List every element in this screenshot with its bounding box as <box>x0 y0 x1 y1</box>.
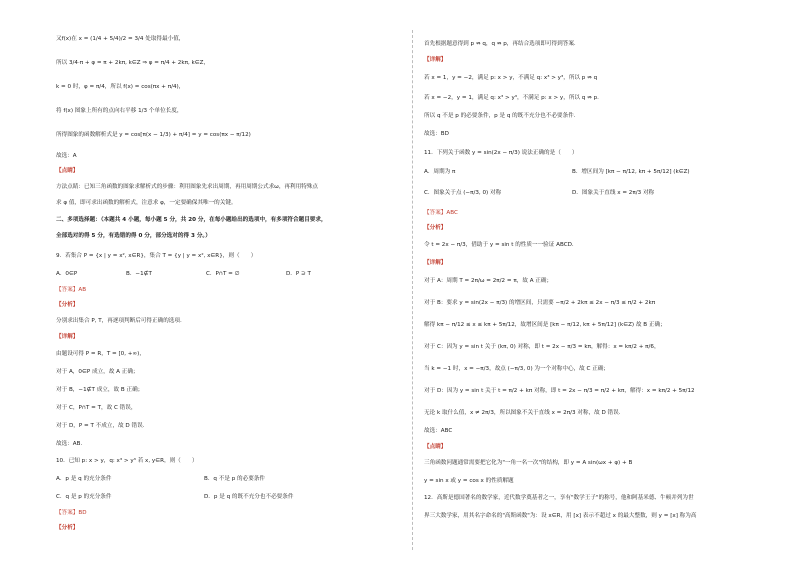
text-line: 令 t = 2x − π/3，借助于 y = sin t 的性质一一验证 ABCD. <box>424 242 574 248</box>
answer-tag: 【答案】ABC <box>424 210 458 216</box>
option-c: C．P∩T = ∅ <box>206 271 240 277</box>
text-line: 所以 q 不是 p 的必要条件，p 是 q 的既不充分也不必要条件. <box>424 113 576 119</box>
answer-tag: 【答案】BD <box>56 510 87 516</box>
text-line: 对于 D，P = T 不成立，故 D 错误. <box>56 423 145 429</box>
text-line: 将 f(x) 图象上所有的点向右平移 1/3 个单位长度， <box>56 108 183 114</box>
option-c: C．图象关于点 (−π/3, 0) 对称 <box>424 190 502 196</box>
section-tag-fenxi: 【分析】 <box>424 225 447 231</box>
section-tag-xiangjie: 【详解】 <box>56 334 79 340</box>
text-line: 故选：A <box>56 153 77 159</box>
q10-options-row2 <box>56 494 294 501</box>
text-line: k = 0 时，φ = π/4，所以 f(x) = cos(πx + π/4)， <box>56 84 185 90</box>
q9-options <box>56 271 311 278</box>
text-line: 方法点睛：已知三角函数的图象求解析式的步骤：利用图象先求出周期，再用周期公式求ω，再利用特殊点 <box>56 184 318 190</box>
section-tag-dianjing: 【点睛】 <box>56 168 79 174</box>
option-c: C．q 是 p 的充分条件 <box>56 494 112 500</box>
text-line: y = sin x 或 y = cos x 的性质解题 <box>424 478 514 484</box>
option-a: A．0∈P <box>56 271 78 277</box>
text-line: 对于 B：要求 y = sin(2x − π/3) 的增区间，只需要 −π/2 + 2kπ ≤ 2x − π/3 ≤ π/2 + 2kπ <box>424 300 656 306</box>
option-b: B．q 不是 p 的必要条件 <box>204 476 266 482</box>
text-line: 三角函数问题通常需要把它化为"一角一名一次"的结构，即 y = A sin(ωx + φ) + B <box>424 460 633 466</box>
text-line: 首先根据题意得到 p ⇏ q，q ⇏ p，再结合选项即可得到答案. <box>424 41 576 47</box>
text-line: 所得图象的函数解析式是 y = cos[π(x − 1/3) + π/4] = y = cos(πx − π/12) <box>56 132 251 138</box>
option-b: B．−1∉T <box>126 271 152 277</box>
q10-options-row1 <box>56 476 266 483</box>
text-line: 解得 kπ − π/12 ≤ x ≤ kπ + 5π/12，故增区间是 [kπ − π/12, kπ + 5π/12] (k∈Z) 故 B 正确； <box>424 322 666 328</box>
text-line: 分别求出集合 P, T，再逐项判断后可得正确的选项. <box>56 318 182 324</box>
section-tag-xiangjie: 【详解】 <box>424 57 447 63</box>
question-11: 11．下列关于函数 y = sin(2x − π/3) 说法正确的是（ ） <box>424 150 578 156</box>
text-line: 无论 k 取什么值，x ≠ 2π/3，所以图象不关于直线 x = 2π/3 对称，故 D 错误. <box>424 410 621 416</box>
question-12: 12．高斯是德国著名的数学家，近代数学奠基者之一，享有"数学王子"的称号，他和阿基米德、牛顿并列为世 <box>424 495 694 501</box>
section-heading-cont: 全部选对的得 5 分，有选错的得 0 分，部分选对的得 3 分。） <box>56 233 211 239</box>
option-d: D．P ⊇ T <box>286 271 311 277</box>
section-tag-fenxi: 【分析】 <box>56 525 79 531</box>
section-tag-dianjing: 【点睛】 <box>424 444 447 450</box>
text-line: 故选：BD <box>424 131 449 137</box>
text-line: 对于 A：周期 T = 2π/ω = 2π/2 = π，故 A 正确； <box>424 278 553 284</box>
text-line: 对于 C，P∩T = T，故 C 错误， <box>56 405 137 411</box>
text-line: 求 φ 值，即可求出函数的解析式，注意求 φ，一定要确保其唯一的关键。 <box>56 200 237 206</box>
section-tag-fenxi: 【分析】 <box>56 302 79 308</box>
option-d: D．p 是 q 的既不充分也不必要条件 <box>204 494 294 500</box>
text-line: 又f(x)在 x = (1/4 + 5/4)/2 = 3/4 处取得最小值， <box>56 36 185 42</box>
text-line: 对于 B，−1∉T 成立，故 B 正确； <box>56 387 144 393</box>
text-line: 若 x = 1，y = −2，满足 p: x > y，不满足 q: x³ > y³，所以 p ⇏ q <box>424 75 598 81</box>
text-line: 故选：ABC <box>424 428 453 434</box>
q11-options-row1 <box>424 169 690 176</box>
option-d: D．图象关于直线 x = 2π/3 对称 <box>572 190 655 196</box>
text-line: 所以 3/4·π + φ = π + 2kπ, k∈Z ⇒ φ = π/4 + 2kπ, k∈Z， <box>56 60 210 66</box>
text-line: 界三大数学家，用其名字命名的"高斯函数"为：设 x∈R，用 [x] 表示不超过 x 的最大整数，则 y = [x] 称为高 <box>424 513 697 519</box>
text-line: 对于 C：因为 y = sin t 关于 (kπ, 0) 对称，即 t = 2x − π/3 = kπ，解得：x = kπ/2 + π/6， <box>424 344 660 350</box>
question-9: 9．若集合 P = {x | y = x², x∈R}，集合 T = {y | y = x², x∈R}，则（ ） <box>56 253 257 259</box>
text-line: 由题设可得 P = R，T = [0, +∞)， <box>56 351 145 357</box>
text-line: 对于 D：因为 y = sin t 关于 t = π/2 + kπ 对称，即 t = 2x − π/3 = π/2 + kπ，解得：x = kπ/2 + 5π/12 <box>424 388 695 394</box>
section-heading: 二、多项选择题：（本题共 4 小题，每小题 5 分，共 20 分，在每小题给出的选项中，有多项符合题目要求， <box>56 217 327 223</box>
text-line: 若 x = −2，y = 1，满足 q: x³ > y³，不满足 p: x > y，所以 q ⇏ p. <box>424 95 599 101</box>
text-line: 当 k = −1 时，x = −π/3，故点 (−π/3, 0) 为一个对称中心，故 C 正确； <box>424 366 610 372</box>
text-line: 对于 A，0∈P 成立，故 A 正确； <box>56 369 139 375</box>
option-b: B．增区间为 [kπ − π/12, kπ + 5π/12] (k∈Z) <box>572 169 690 175</box>
answer-tag: 【答案】AB <box>56 287 87 293</box>
text-line: 故选：AB. <box>56 441 83 447</box>
question-10: 10．已知 p: x > y，q: x³ > y³ 若 x, y∈R，则（ ） <box>56 458 198 464</box>
column-divider <box>412 30 413 550</box>
option-a: A．周期为 π <box>424 169 456 175</box>
section-tag-xiangjie: 【详解】 <box>424 260 447 266</box>
option-a: A．p 是 q 的充分条件 <box>56 476 112 482</box>
q11-options-row2 <box>424 190 655 197</box>
